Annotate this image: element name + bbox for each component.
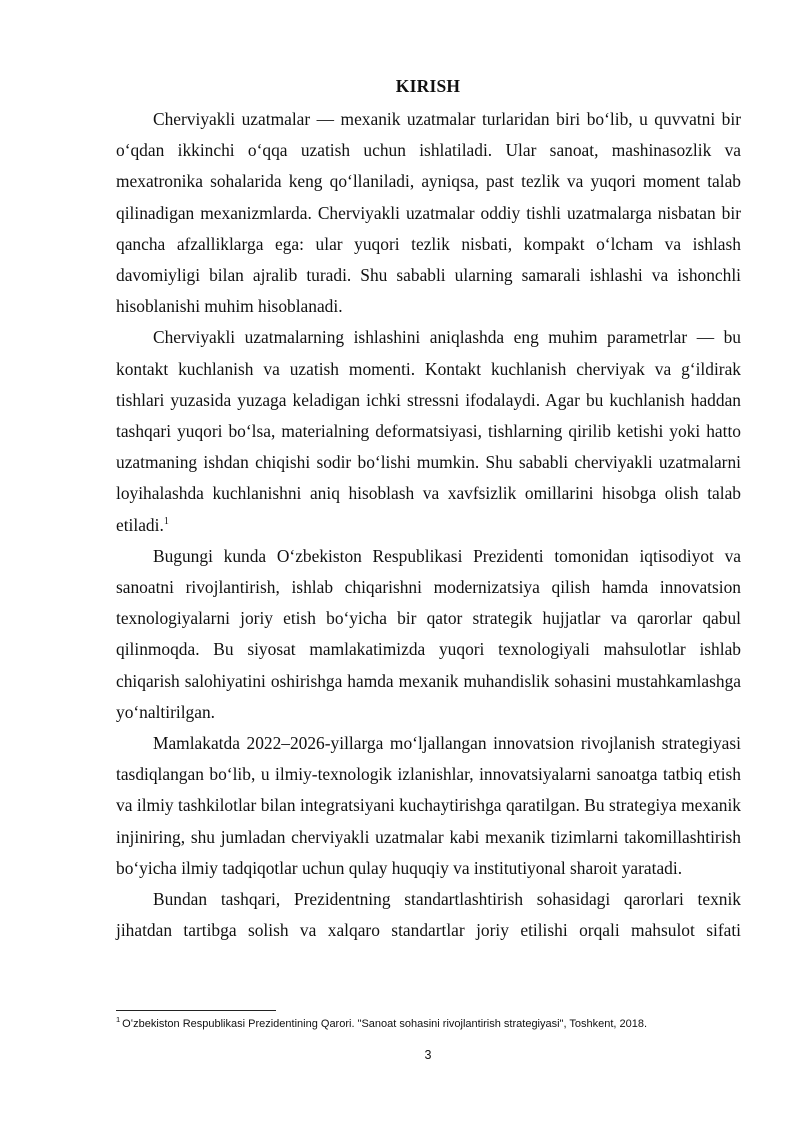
page-number: 3	[424, 1048, 432, 1062]
footnote-reference[interactable]: 1	[163, 515, 169, 527]
footnote-number: 1	[116, 1015, 121, 1025]
footnote-text: Oʻzbekiston Respublikasi Prezidentining Qarori. "Sanoat sohasini rivojlantirish strategiyasi", Toshkent, 2018.	[122, 1018, 648, 1030]
paragraph-5: Bundan tashqari, Prezidentning standartlashtirish sohasidagi qarorlari texnik jihatdan tartibga solish va xalqaro standartlar joriy etilishi orqali mahsulot sifati	[116, 889, 741, 941]
paragraph-3: Bugungi kunda Oʻzbekiston Respublikasi Prezidenti tomonidan iqtisodiyot va sanoatni rivojlantirish, ishlab chiqarishni modernizatsiya qilish hamda innovatsion texnologiyalarni joriy etish boʻyicha bir qator strategik hujjatlar va qarorlar qabul qilinmoqda. Bu siyosat mamlakatimizda yuqori texnologiyali mahsulotlar ishlab chiqarish salohiyatini oshirishga hamda mexanik muhandislik sohasini mustahkamlashga yoʻnaltirilgan.	[116, 545, 741, 722]
body-text	[116, 104, 741, 946]
paragraph-1: Cherviyakli uzatmalar — mexanik uzatmalar turlaridan biri boʻlib, u quvvatni bir oʻqdan ikkinchi oʻqqa uzatish uchun ishlatiladi. Ular sanoat, mashinasozlik va mexatronika sohalarida keng qoʻllaniladi, ayniqsa, past tezlik va yuqori moment talab qilinadigan mexanizmlarda. Cherviyakli uzatmalar oddiy tishli uzatmalarga nisbatan bir qancha afzalliklarga ega: ular yuqori tezlik nisbati, kompakt oʻlcham va ishlash davomiyligi bilan ajralib turadi. Shu sababli ularning samarali ishlashi va ishonchli hisoblanishi muhim hisoblanadi.	[116, 109, 741, 317]
footnote	[116, 1016, 756, 1032]
footnote-divider	[116, 1010, 276, 1011]
paragraph-2-text: Cherviyakli uzatmalarning ishlashini aniqlashda eng muhim parametrlar — bu kontakt kuchlanish va uzatish momenti. Kontakt kuchlanish cherviyak va gʻildirak tishlari yuzasida yuzaga keladigan ichki stressni ifodalaydi. Agar bu kuchlanish haddan tashqari yuqori boʻlsa, materialning deformatsiyasi, tishlarning qirilib ketishi yoki hatto uzatmaning ishdan chiqishi sodir boʻlishi mumkin. Shu sababli cherviyakli uzatmalarni loyihalashda kuchlanishni aniq hisoblash va xavfsizlik omillarini hisobga olish talab etiladi.	[116, 327, 741, 535]
section-heading: KIRISH	[395, 76, 461, 96]
paragraph-2	[116, 322, 741, 540]
paragraph-4: Mamlakatda 2022–2026-yillarga moʻljallangan innovatsion rivojlanish strategiyasi tasdiqlangan boʻlib, u ilmiy-texnologik izlanishlar, innovatsiyalarni sanoatga tatbiq etish va ilmiy tashkilotlar bilan integratsiyani kuchaytirishga qaratilgan. Bu strategiya mexanik injiniring, shu jumladan cherviyakli uzatmalar kabi mexanik tizimlarni takomillashtirish boʻyicha ilmiy tadqiqotlar uchun qulay huquqiy va institutiyonal sharoit yaratadi.	[116, 733, 741, 878]
